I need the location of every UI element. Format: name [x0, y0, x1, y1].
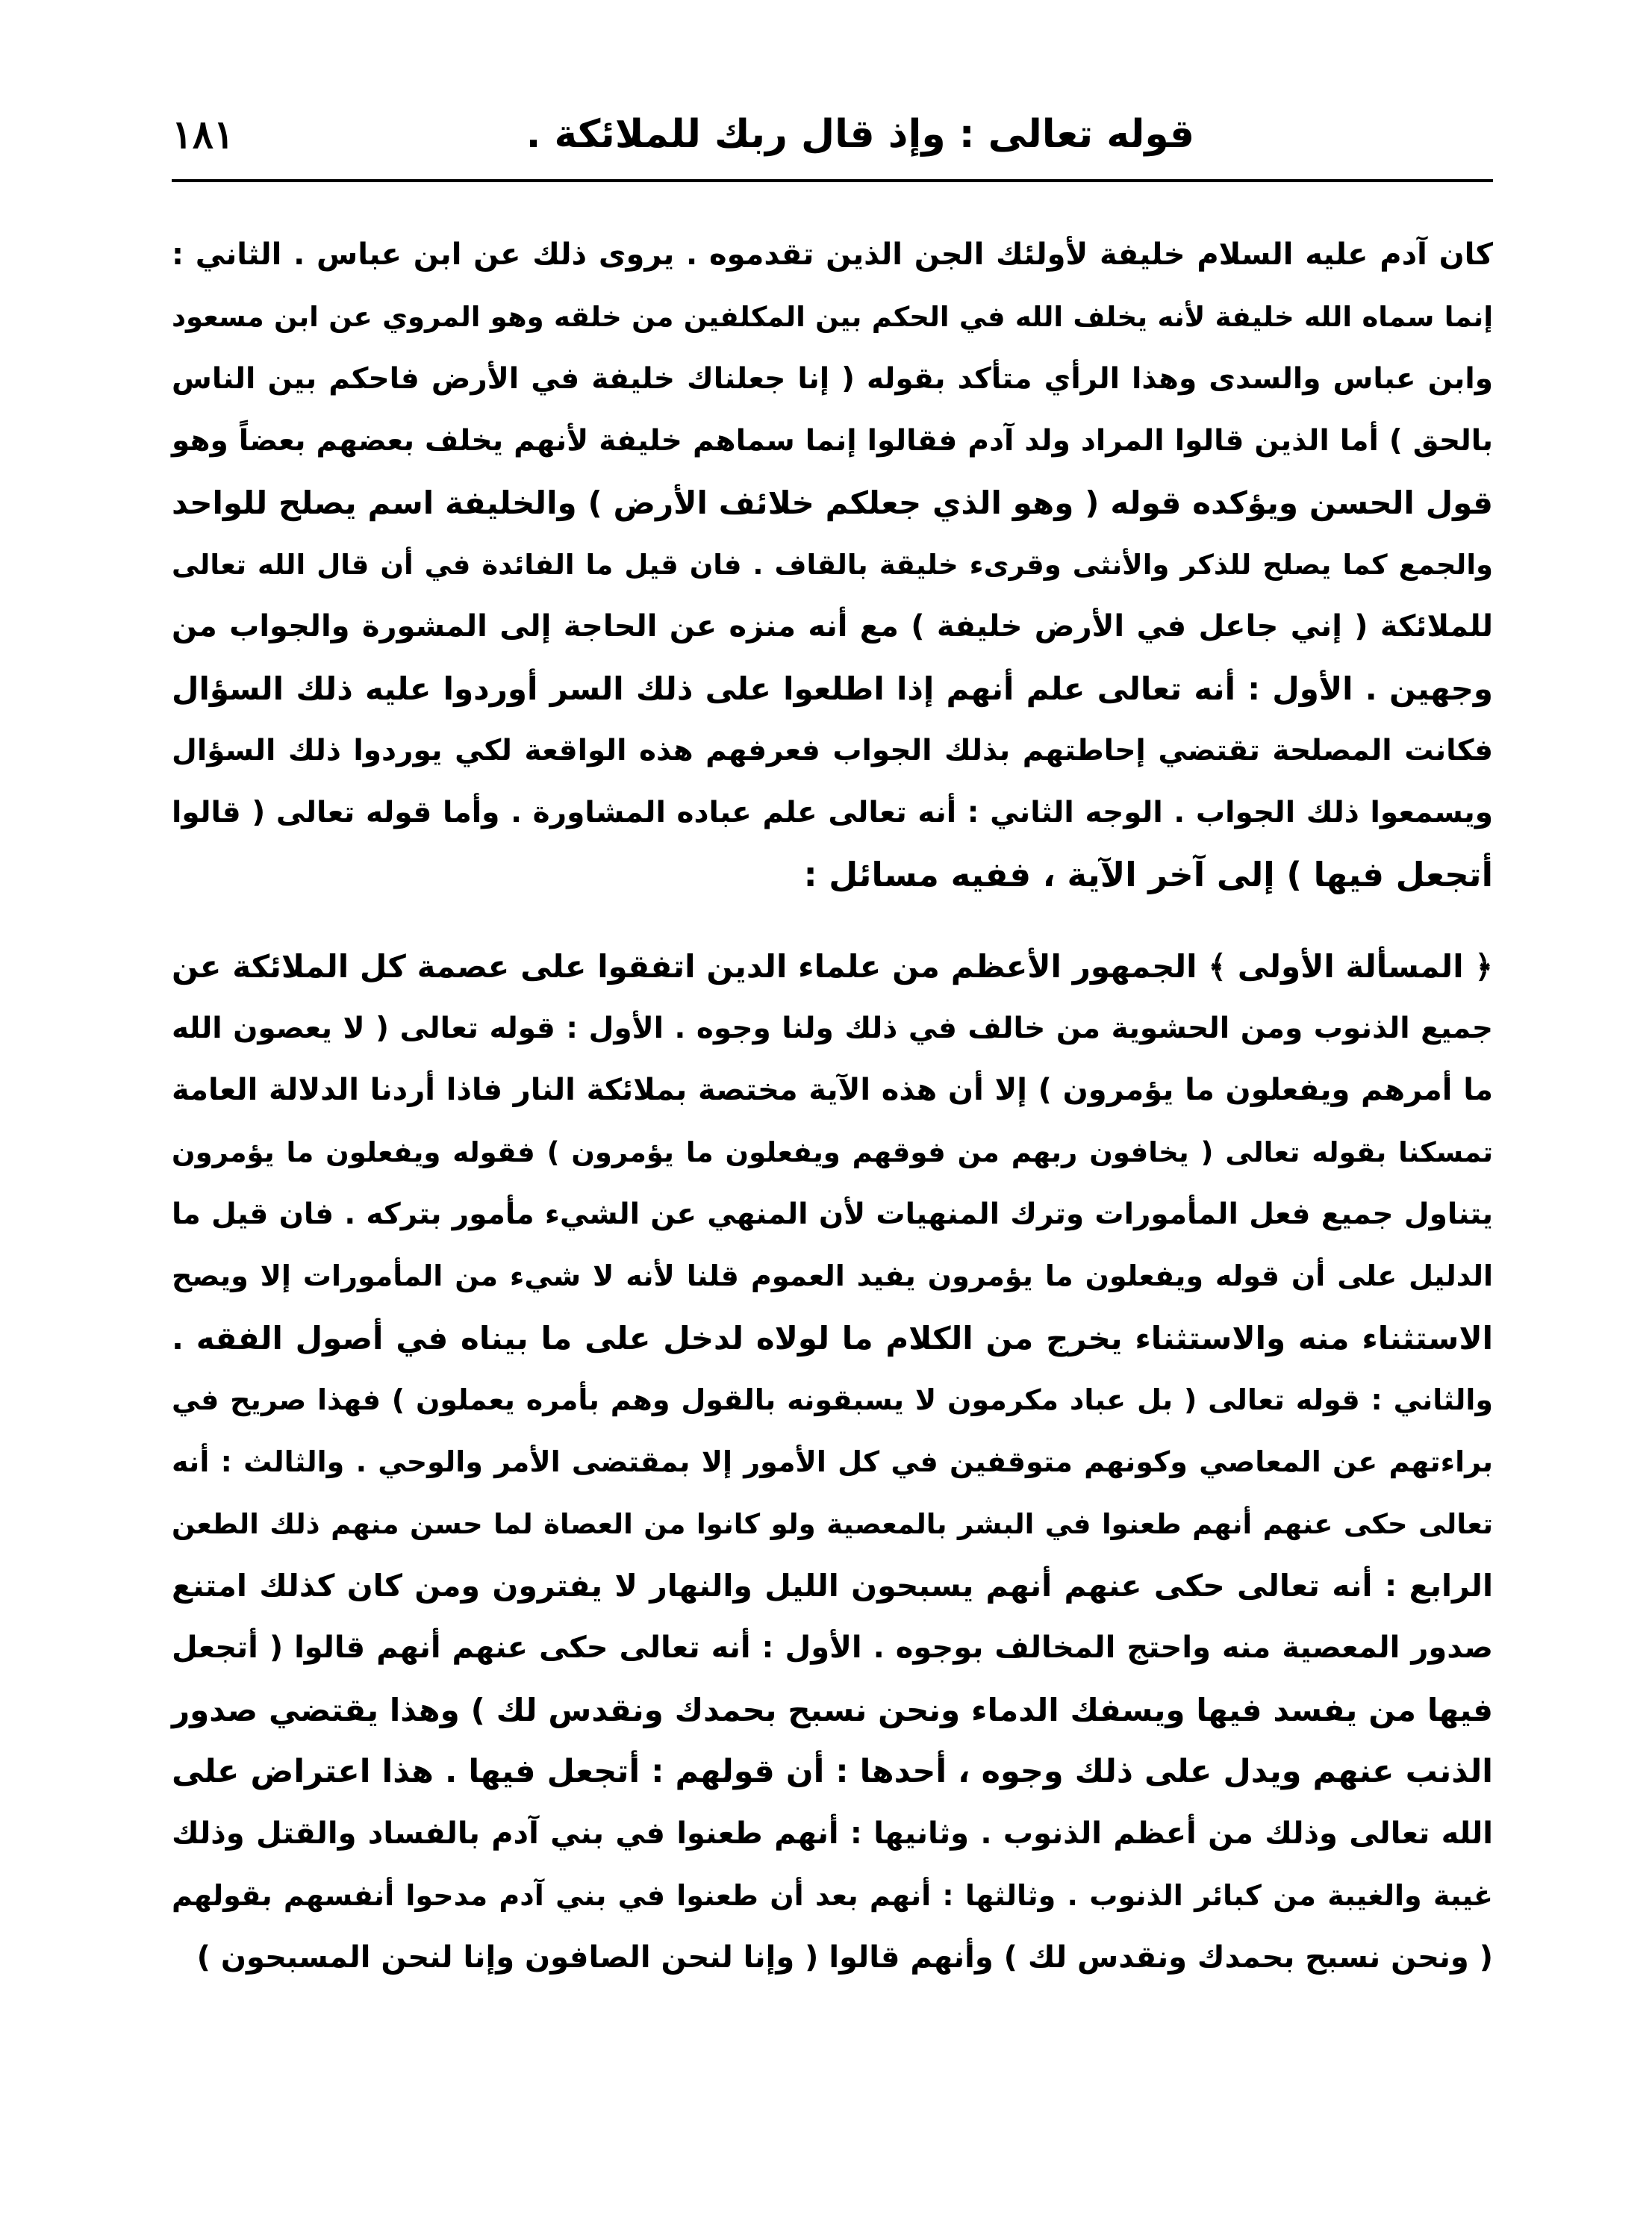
text-line: كان آدم عليه السلام خليفة لأولئك الجن الذين تقدموه . يروى ذلك عن ابن عباس . الثاني :	[172, 237, 1493, 272]
text-line: ويسمعوا ذلك الجواب . الوجه الثاني : أنه تعالى علم عباده المشاورة . وأما قوله تعالى ( قالوا	[172, 796, 1493, 829]
text-line: وجهين . الأول : أنه تعالى علم أنهم إذا اطلعوا على ذلك السر أوردوا عليه ذلك السؤال	[172, 670, 1493, 707]
text-line: فيها من يفسد فيها ويسفك الدماء ونحن نسبح بحمدك ونقدس لك ) وهذا يقتضي صدور	[172, 1692, 1493, 1728]
text-line: يتناول جميع فعل المأمورات وترك المنهيات لأن المنهي عن الشيء مأمور بتركه . فان قيل ما	[172, 1197, 1493, 1231]
text-line: براءتهم عن المعاصي وكونهم متوقفين في كل الأمور إلا بمقتضى الأمر والوحي . والثالث : أنه	[172, 1445, 1493, 1478]
text-line: الاستثناء منه والاستثناء يخرج من الكلام ما لولاه لدخل على ما بيناه في أصول الفقه .	[172, 1320, 1493, 1356]
text-line: ﴿ المسألة الأولى ﴾ الجمهور الأعظم من علماء الدين اتفقوا على عصمة كل الملائكة عن	[172, 948, 1493, 985]
text-line: وابن عباس والسدى وهذا الرأي متأكد بقوله ( إنا جعلناك خليفة في الأرض فاحكم بين الناس	[172, 362, 1493, 396]
text-line: أتجعل فيها ) إلى آخر الآية ، ففيه مسائل :	[803, 855, 1493, 894]
text-line: غيبة والغيبة من كبائر الذنوب . وثالثها : أنهم بعد أن طعنوا في بني آدم مدحوا أنفسهم بقولهم	[172, 1879, 1493, 1912]
text-line: ما أمرهم ويفعلون ما يؤمرون ) إلا أن هذه الآية مختصة بملائكة النار فاذا أردنا الدلالة العامة	[172, 1073, 1493, 1107]
text-line: تمسكنا بقوله تعالى ( يخافون ربهم من فوقهم ويفعلون ما يؤمرون ) فقوله ويفعلون ما يؤمرون	[172, 1136, 1493, 1168]
text-line: للملائكة ( إني جاعل في الأرض خليفة ) مع أنه منزه عن الحاجة إلى المشورة والجواب من	[172, 609, 1493, 644]
text-line: الرابع : أنه تعالى حكى عنهم أنهم يسبحون الليل والنهار لا يفترون ومن كان كذلك امتنع	[172, 1568, 1493, 1604]
text-line: تعالى حكى عنهم أنهم طعنوا في البشر بالمعصية ولو كانوا من العصاة لما حسن منهم ذلك الطعن	[172, 1508, 1493, 1540]
text-line: صدور المعصية منه واحتج المخالف بوجوه . الأول : أنه تعالى حكى عنهم أنهم قالوا ( أتجعل	[172, 1630, 1493, 1665]
page-header	[172, 105, 1493, 179]
paragraph-1	[172, 224, 1493, 906]
text-line: قول الحسن ويؤكده قوله ( وهو الذي جعلكم خلائف الأرض ) والخليفة اسم يصلح للواحد	[172, 485, 1493, 521]
text-line: الله تعالى وذلك من أعظم الذنوب . وثانيها : أنهم طعنوا في بني آدم بالفساد والقتل وذلك	[172, 1816, 1493, 1851]
text-line: ( ونحن نسبح بحمدك ونقدس لك ) وأنهم قالوا ( وإنا لنحن الصافون وإنا لنحن المسبحون )	[196, 1940, 1493, 1975]
paragraph-2	[172, 935, 1493, 1989]
text-line: الدليل على أن قوله ويفعلون ما يؤمرون يفيد العموم قلنا لأنه لا شيء من المأمورات إلا ويصح	[172, 1259, 1493, 1292]
text-line: والثاني : قوله تعالى ( بل عباد مكرمون لا يسبقونه بالقول وهم بأمره يعملون ) فهذا صريح في	[172, 1383, 1493, 1416]
header-divider	[172, 179, 1493, 182]
page-number: ١٨١	[172, 112, 234, 158]
text-line: والجمع كما يصلح للذكر والأنثى وقرىء خليقة بالقاف . فان قيل ما الفائدة في أن قال الله تعالى	[172, 549, 1493, 581]
text-line: جميع الذنوب ومن الحشوية من خالف في ذلك ولنا وجوه . الأول : قوله تعالى ( لا يعصون الله	[172, 1012, 1493, 1045]
text-line: الذنب عنهم ويدل على ذلك وجوه ، أحدها : أن قولهم : أتجعل فيها . هذا اعتراض على	[172, 1753, 1493, 1790]
paragraph-spacer	[172, 906, 1493, 935]
running-title: قوله تعالى : وإذ قال ربك للملائكة .	[526, 112, 1194, 157]
text-line: فكانت المصلحة تقتضي إحاطتهم بذلك الجواب فعرفهم هذه الواقعة لكي يوردوا ذلك السؤال	[172, 734, 1493, 767]
body-text	[172, 224, 1493, 1989]
text-line: بالحق ) أما الذين قالوا المراد ولد آدم فقالوا إنما سماهم خليفة لأنهم يخلف بعضهم بعضاً وهو	[172, 424, 1493, 458]
text-line: إنما سماه الله خليفة لأنه يخلف الله في الحكم بين المكلفين من خلقه وهو المروي عن ابن مسعود	[172, 301, 1493, 333]
